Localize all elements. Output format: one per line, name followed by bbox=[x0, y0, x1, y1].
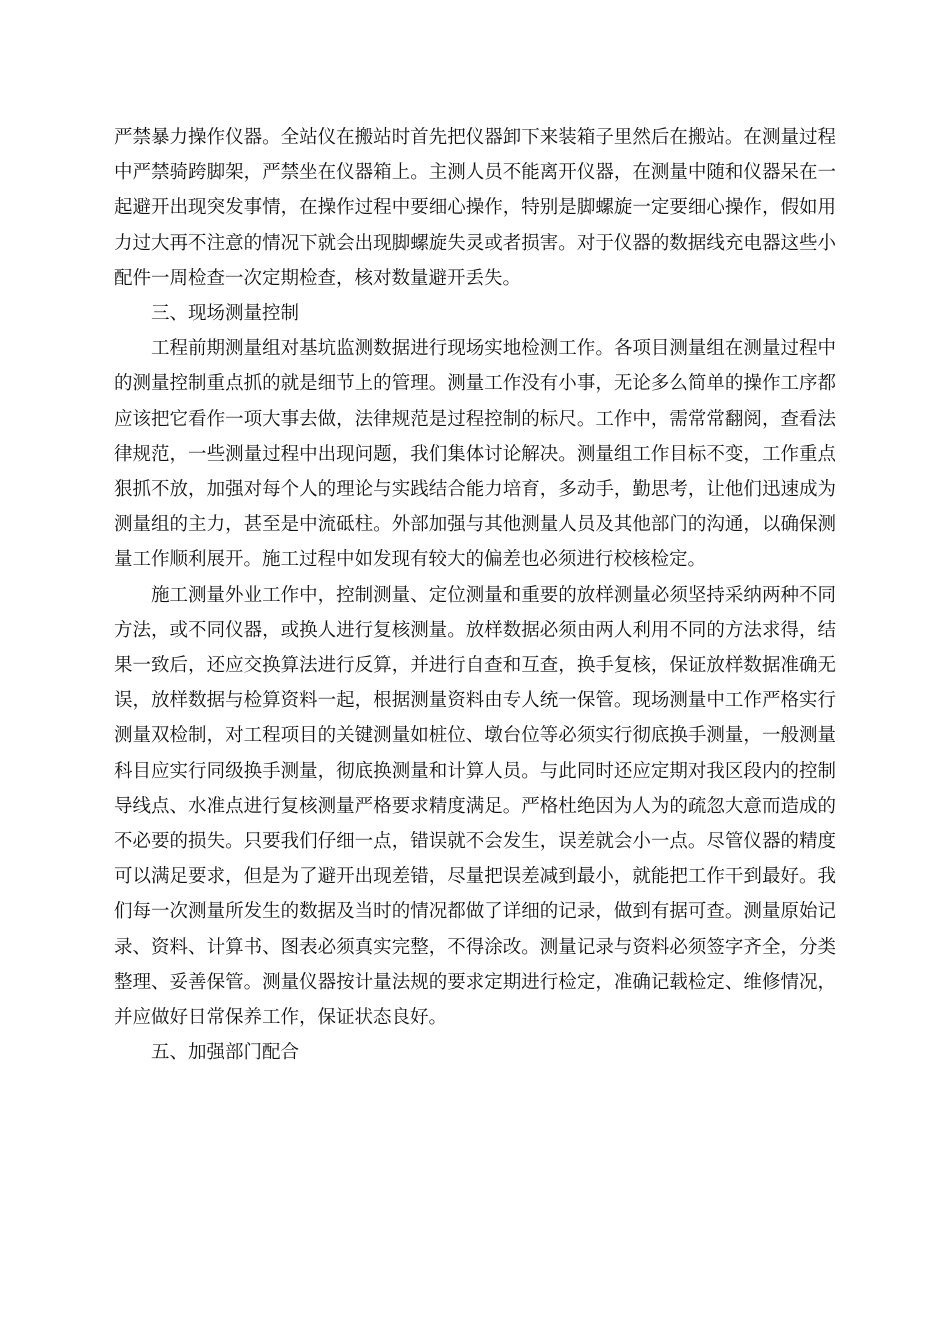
paragraph-survey-control-management: 工程前期测量组对基坑监测数据进行现场实地检测工作。各项目测量组在测量过程中的测量控制重点抓的就是细节上的管理。测量工作没有小事，无论多么简单的操作工序都应该把它看作一项大事去做，法律规范是过程控制的标尺。工作中，需常常翻阅，查看法律规范，一些测量过程中出现问题，我们集体讨论解决。测量组工作目标不变，工作重点狠抓不放，加强对每个人的理论与实践结合能力培育，多动手，勤思考，让他们迅速成为测量组的主力，甚至是中流砥柱。外部加强与其他测量人员及其他部门的沟通，以确保测量工作顺利展开。施工过程中如发现有较大的偏差也必须进行校核检定。 bbox=[114, 338, 836, 571]
paragraph-instrument-care: 严禁暴力操作仪器。全站仪在搬站时首先把仪器卸下来装箱子里然后在搬站。在测量过程中严禁骑跨脚架，严禁坐在仪器箱上。主测人员不能离开仪器，在测量中随和仪器呆在一起避开出现突发事情，在操作过程中要细心操作，特别是脚螺旋一定要细心操作，假如用力过大再不注意的情况下就会出现脚螺旋失灵或者损害。对于仪器的数据线充电器这些小配件一周检查一次定期检查，核对数量避开丢失。 bbox=[114, 127, 836, 289]
section-heading-site-survey-control: 三、现场测量控制 bbox=[151, 303, 300, 325]
paragraph-field-survey-verification: 施工测量外业工作中，控制测量、定位测量和重要的放样测量必须坚持采纳两种不同方法，或不同仪器，或换人进行复核测量。放样数据必须由两人利用不同的方法求得，结果一致后，还应交换算法进行反算，并进行自查和互查，换手复核，保证放样数据准确无误，放样数据与检算资料一起，根据测量资料由专人统一保管。现场测量中工作严格实行测量双检制，对工程项目的关键测量如桩位、墩台位等必须实行彻底换手测量，一般测量科目应实行同级换手测量，彻底换测量和计算人员。与此同时还应定期对我区段内的控制导线点、水准点进行复核测量严格要求精度满足。严格杜绝因为人为的疏忽大意而造成的不必要的损失。只要我们仔细一点，错误就不会发生，误差就会小一点。尽管仪器的精度可以满足要求，但是为了避开出现差错，尽量把误差减到最小，就能把工作干到最好。我们每一次测量所发生的数据及当时的情况都做了详细的记录，做到有据可查。测量原始记录、资料、计算书、图表必须真实完整，不得涂改。测量记录与资料必须签字齐全，分类整理、妥善保管。测量仪器按计量法规的要求定期进行检定，准确记载检定、维修情况，并应做好日常保养工作，保证状态良好。 bbox=[114, 584, 836, 1029]
section-heading-department-coordination: 五、加强部门配合 bbox=[151, 1042, 300, 1064]
document-body bbox=[114, 120, 836, 1070]
